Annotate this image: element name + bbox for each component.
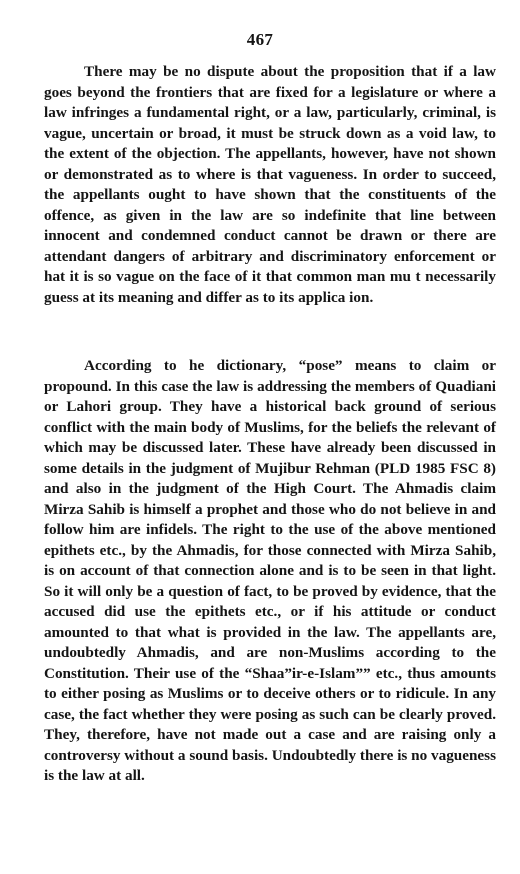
paragraph-pose-definition: According to he dictionary, “pose” means to claim or propound. In this case the law is addressing the members of Quadiani or Lahori group. They have a historical back ground of serious conflict with the main body of Muslims, for the beliefs the relevant of which may be discussed later. These have already been discussed in some details in the judgment of Mujibur Rehman (PLD 1985 FSC 8) and also in the judgment of the High Court. The Ahmadis claim Mirza Sahib is himself a prophet and those who do not believe in and follow him are infidels. The right to the use of the above mentioned epithets etc., by the Ahmadis, for those connected with Mirza Sahib, is on account of that connection alone and is to be seen in that light. So it will only be a question of fact, to be proved by evidence, that the accused did use the epithets etc., or if his attitude or conduct amounted to that what is provided in the law. The appellants are, undoubtedly Ahmadis, and are non-Muslims according to the Constitution. Their use of the “Shaa”ir-e-Islam”” etc., thus amounts to either posing as Muslims or to deceive others or to ridicule. In any case, the fact whether they were posing as such can be clearly proved. They, therefore, have not made out a case and are raising only a controversy without a sound basis. Undoubtedly there is no vagueness is the law at all.	[44, 357, 496, 784]
paragraph-vagueness-doctrine: There may be no dispute about the proposition that if a law goes beyond the frontiers that are fixed for a legislature or where a law infringes a fundamental right, or a law, particularly, criminal, is vague, uncertain or broad, it must be struck down as a void law, to the extent of the objection. The appellants, however, have not shown or demonstrated as to where is that vagueness. In order to succeed, the appellants ought to have shown that the constituents of the offence, as given in the law are so indefinite that line between innocent and condemned conduct cannot be drawn or there are attendant dangers of arbitrary and discriminatory enforcement or hat it is so vague on the face of it that common man mu t necessarily guess at its meaning and differ as to its applica ion.	[44, 63, 496, 306]
page-number: 467	[246, 30, 274, 49]
